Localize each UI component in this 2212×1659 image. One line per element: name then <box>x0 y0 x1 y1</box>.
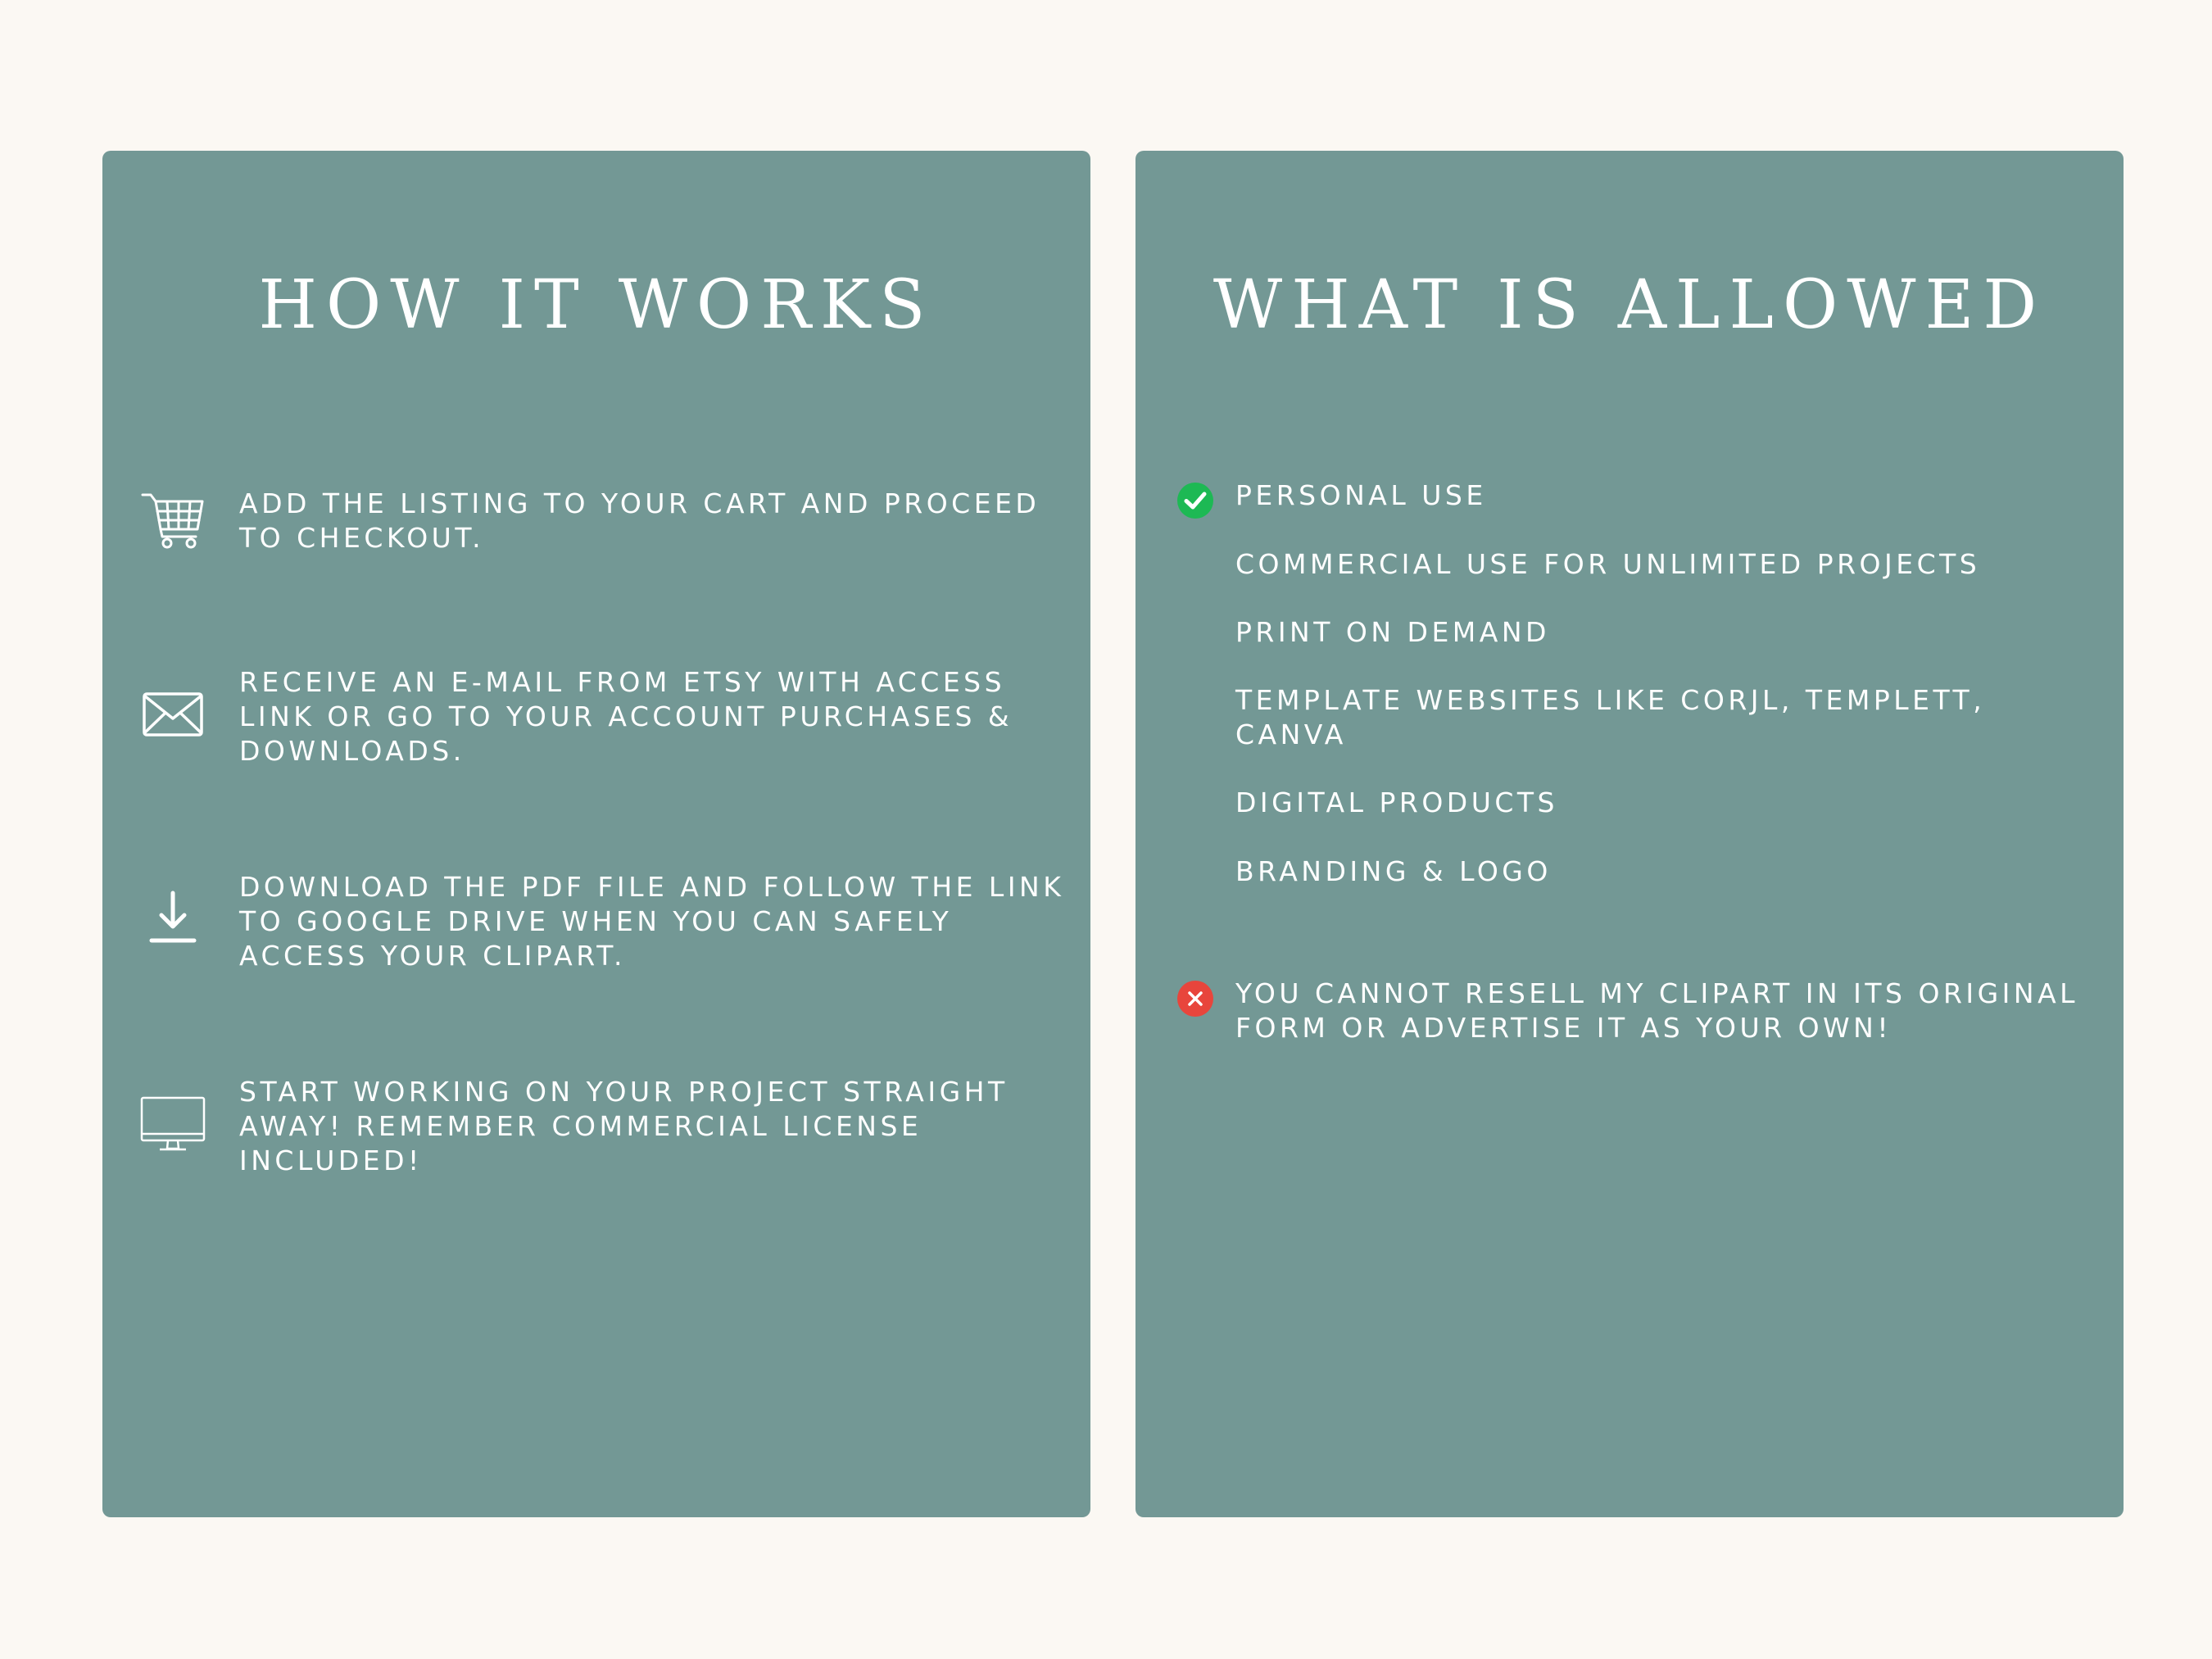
allowed-text: DIGITAL PRODUCTS <box>1235 786 1559 818</box>
red-x-icon <box>1176 980 1214 1018</box>
what-is-allowed-title: WHAT IS ALLOWED <box>1213 266 2047 344</box>
allowed-text: TEMPLATE WEBSITES LIKE CORJL, TEMPLETT, CANVA <box>1235 684 1986 750</box>
envelope-icon <box>140 682 206 747</box>
step-text: START WORKING ON YOUR PROJECT STRAIGHT AWAY! REMEMBER COMMERCIAL LICENSE INCLUDED! <box>239 1076 1009 1176</box>
shopping-cart-icon <box>140 487 206 552</box>
step-text: RECEIVE AN E-MAIL FROM ETSY WITH ACCESS LINK OR GO TO YOUR ACCOUNT PURCHASES & DOWNLOADS. <box>239 666 1013 767</box>
how-it-works-title: HOW IT WORKS <box>258 266 935 344</box>
what-is-allowed-panel <box>1135 151 2124 1517</box>
step-text: ADD THE LISTING TO YOUR CART AND PROCEED TO CHECKOUT. <box>239 487 1040 554</box>
allowed-text: COMMERCIAL USE FOR UNLIMITED PROJECTS <box>1235 548 1981 580</box>
how-it-works-panel <box>102 151 1090 1517</box>
allowed-text: PRINT ON DEMAND <box>1235 616 1550 648</box>
step-text: DOWNLOAD THE PDF FILE AND FOLLOW THE LINK TO GOOGLE DRIVE WHEN YOU CAN SAFELY ACCESS YOUR CLIPART. <box>239 871 1065 972</box>
monitor-icon <box>140 1091 206 1157</box>
allowed-text: BRANDING & LOGO <box>1235 855 1552 887</box>
allowed-text: PERSONAL USE <box>1235 479 1487 511</box>
download-icon <box>140 886 206 952</box>
green-check-icon <box>1176 482 1214 519</box>
not-allowed-text: YOU CANNOT RESELL MY CLIPART IN ITS ORIGINAL FORM OR ADVERTISE IT AS YOUR OWN! <box>1235 977 2079 1044</box>
